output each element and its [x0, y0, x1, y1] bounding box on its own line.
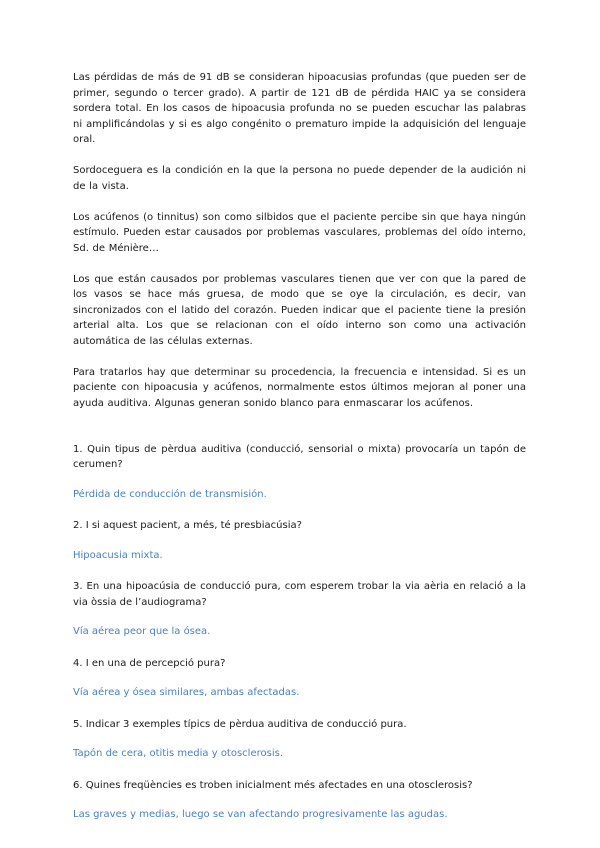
answer-3: Vía aérea peor que la ósea. — [73, 626, 211, 637]
paragraph-hipoacusia-profunda: Las pérdidas de más de 91 dB se consideran hipoacusias profundas (que pueden ser de primer, segundo o tercer grado). A partir de 121 dB de pérdida HAIC ya se considera sordera total. En los casos de hipoacusia profunda no se pueden escuchar las palabras ni amplificándolas y si es algo congénito o prematuro impide la adquisición del lenguaje oral. — [73, 72, 526, 145]
paragraph-problemas-vasculares: Los que están causados por problemas vasculares tienen que ver con que la pared de los vasos se hace más gruesa, de modo que se oye la circulación, es decir, van sincronizados con el latido del corazón. Pueden indicar que el paciente tiene la presión arterial alta. Los que se relacionan con el oído interno son como una activación automática de las células externas. — [73, 273, 526, 347]
question-3: 3. En una hipoacúsia de conducció pura, com esperem trobar la via aèria en relació a la via òssia de l’audiograma? — [73, 581, 526, 608]
question-6: 6. Quines freqüències es troben inicialment més afectades en una otosclerosis? — [73, 779, 473, 791]
question-1: 1. Quin tipus de pèrdua auditiva (conducció, sensorial o mixta) provocaría un tapón de cerumen? — [73, 443, 526, 470]
answer-4: Vía aérea y ósea similares, ambas afectadas. — [73, 687, 300, 698]
question-2: 2. I si aquest pacient, a més, té presbiacúsia? — [73, 520, 302, 531]
document-page — [73, 70, 526, 839]
section-spacer — [73, 427, 526, 442]
answer-2: Hipoacusia mixta. — [73, 549, 163, 561]
answer-1: Pérdida de conducción de transmisión. — [73, 488, 267, 500]
question-4: 4. I en una de percepció pura? — [73, 657, 226, 669]
answer-6: Las graves y medias, luego se van afectando progresivamente las agudas. — [73, 809, 448, 820]
paragraph-sordoceguera: Sordoceguera es la condición en la que la persona no puede depender de la audición ni de la vista. — [73, 165, 526, 192]
paragraph-acufenos: Los acúfenos (o tinnitus) son como silbidos que el paciente percibe sin que haya ningún estímulo. Pueden estar causados por problemas vasculares, problemas del oído interno, Sd. de Ménière… — [73, 211, 526, 254]
answer-5: Tapón de cera, otitis media y otosclerosis. — [73, 748, 283, 759]
paragraph-tratamiento: Para tratarlos hay que determinar su procedencia, la frecuencia e intensidad. Si es un paciente con hipoacusia y acúfenos, normalmente estos últimos mejoran al poner una ayuda auditiva. Algunas generan sonido blanco para enmascarar los acúfenos. — [73, 366, 526, 409]
question-5: 5. Indicar 3 exemples típics de pèrdua auditiva de conducció pura. — [73, 718, 407, 730]
